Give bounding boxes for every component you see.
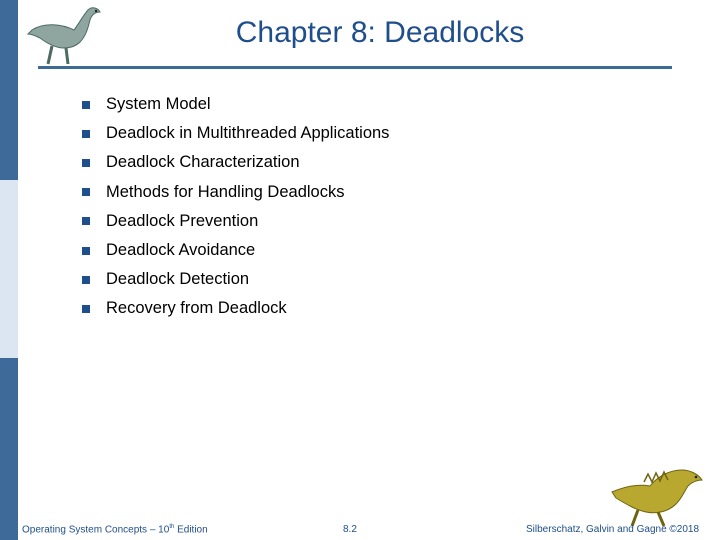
page-number: 8.2 (343, 524, 357, 535)
footer-edition-suffix: th (169, 524, 175, 530)
list-item (82, 178, 389, 207)
bullet-text: Deadlock Avoidance (106, 241, 256, 260)
bullet-text: System Model (106, 95, 211, 114)
square-bullet-icon (82, 130, 90, 138)
bullet-text: Methods for Handling Deadlocks (106, 182, 345, 201)
dinosaur-icon (608, 462, 708, 528)
dinosaur-icon (22, 4, 112, 68)
bullet-text: Deadlock Detection (106, 270, 250, 289)
bullet-text: Recovery from Deadlock (106, 299, 287, 318)
square-bullet-icon (82, 247, 90, 255)
title-divider (38, 66, 672, 69)
square-bullet-icon (82, 276, 90, 284)
square-bullet-icon (82, 305, 90, 313)
square-bullet-icon (82, 188, 90, 196)
sidebar-block-bottom (0, 358, 18, 540)
sidebar-block-middle (0, 180, 18, 358)
list-item (82, 148, 389, 177)
list-item (82, 119, 389, 148)
bullet-text: Deadlock Characterization (106, 153, 300, 172)
list-item (82, 294, 389, 323)
bullet-text: Deadlock Prevention (106, 211, 259, 230)
bullet-text: Deadlock in Multithreaded Applications (106, 124, 390, 143)
square-bullet-icon (82, 101, 90, 109)
square-bullet-icon (82, 217, 90, 225)
bullet-list (82, 90, 389, 324)
footer-book-title (22, 524, 208, 535)
sidebar-block-top (0, 0, 18, 180)
square-bullet-icon (82, 159, 90, 167)
list-item (82, 265, 389, 294)
footer-book-title-text: Operating System Concepts – 10 (22, 524, 170, 536)
footer-edition-text: Edition (174, 524, 208, 536)
footer-authors: Silberschatz, Galvin and Gagne ©2018 (526, 524, 700, 535)
list-item (82, 90, 389, 119)
slide-title: Chapter 8: Deadlocks (235, 16, 525, 49)
list-item (82, 207, 389, 236)
list-item (82, 236, 389, 265)
